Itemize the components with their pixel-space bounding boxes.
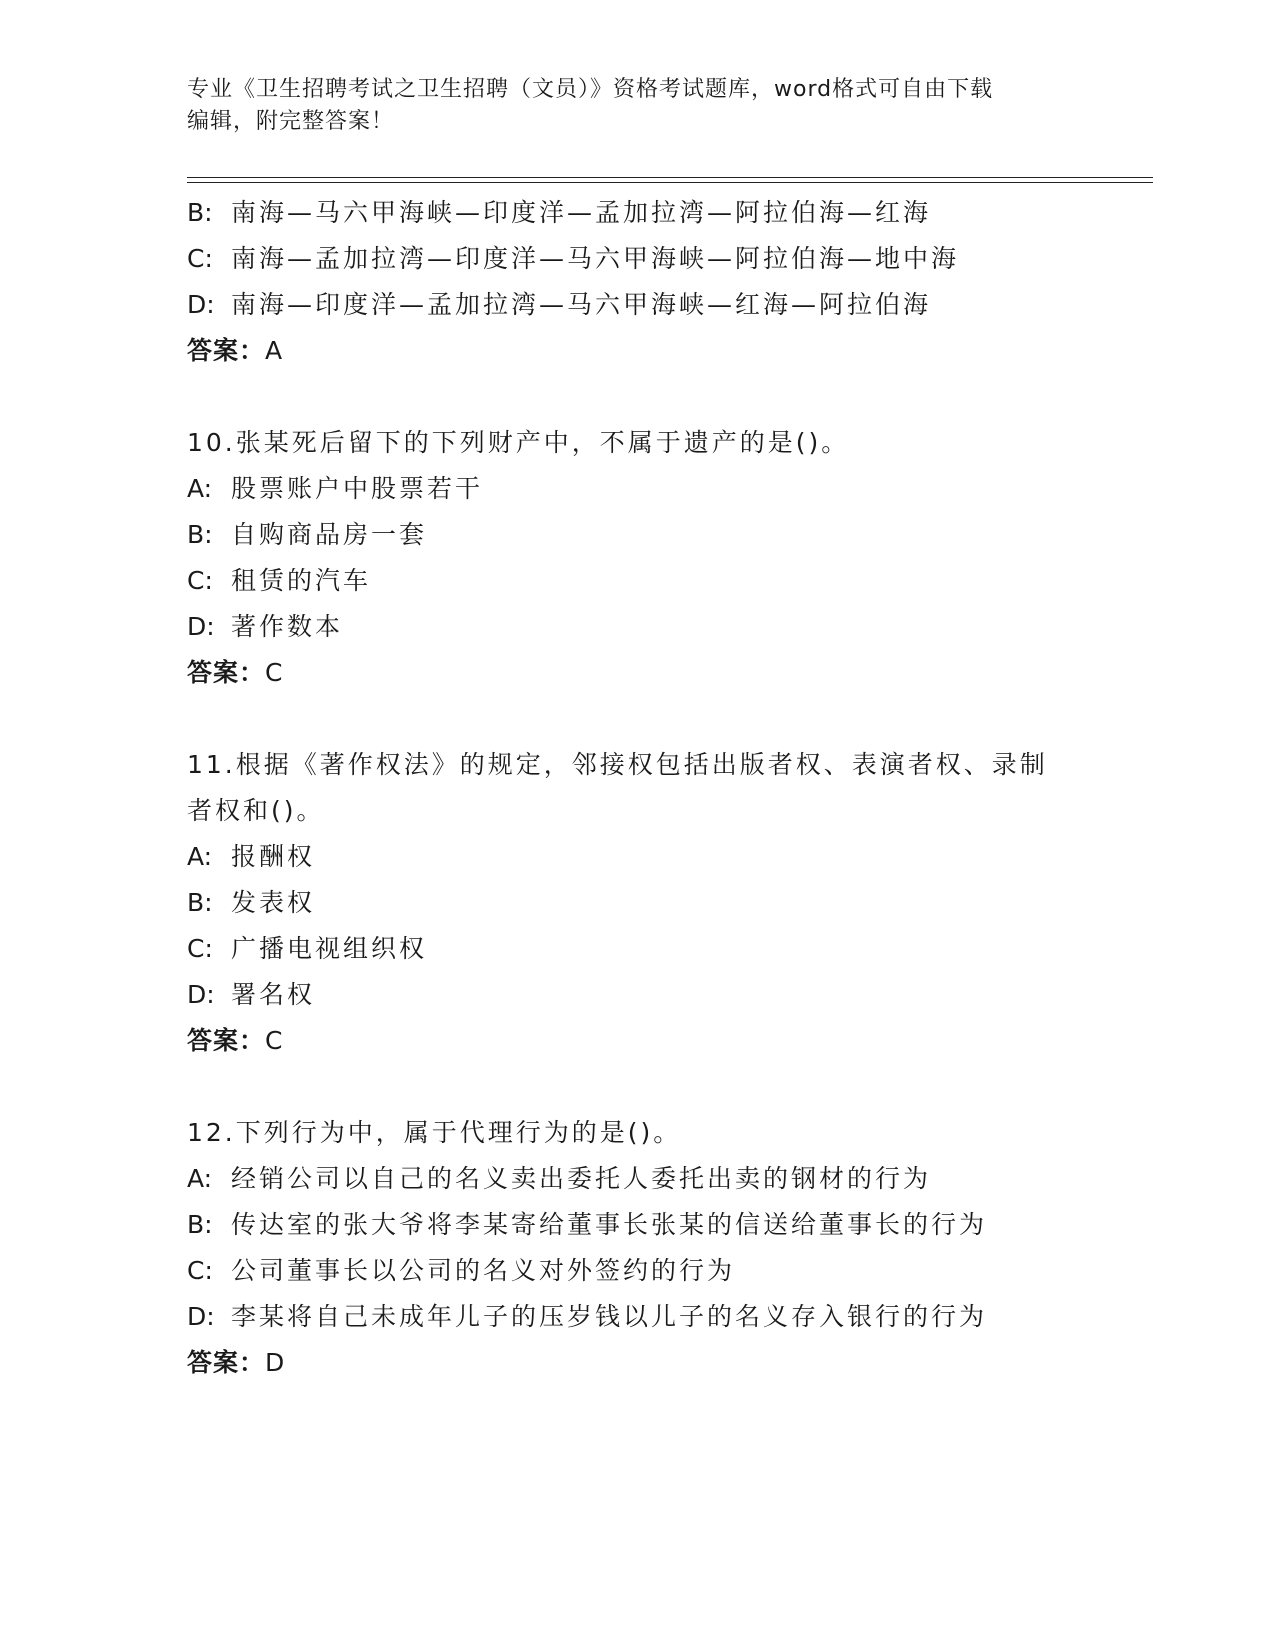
- option-key: A:: [187, 842, 213, 871]
- option-b: [187, 512, 1137, 558]
- option-b: [187, 190, 1137, 236]
- option-text: 发表权: [231, 888, 316, 917]
- header-line-2: 编辑，附完整答案！: [187, 109, 395, 134]
- option-text: 南海—孟加拉湾—印度洋—马六甲海峡—阿拉伯海—地中海: [231, 244, 960, 273]
- option-key: A:: [187, 1164, 213, 1193]
- option-key: D:: [187, 1302, 215, 1331]
- option-key: C:: [187, 566, 213, 595]
- option-a: [187, 466, 1137, 512]
- option-text: 李某将自己未成年儿子的压岁钱以儿子的名义存入银行的行为: [231, 1302, 988, 1331]
- answer-label: 答案：: [187, 1026, 266, 1055]
- header-rule-top: [187, 177, 1153, 178]
- header-line-1: 专业《卫生招聘考试之卫生招聘（文员）》资格考试题库，word格式可自由下载: [187, 77, 994, 102]
- option-text: 著作数本: [231, 612, 344, 641]
- option-text: 南海—印度洋—孟加拉湾—马六甲海峡—红海—阿拉伯海: [231, 290, 932, 319]
- option-d: [187, 282, 1137, 328]
- option-text: 传达室的张大爷将李某寄给董事长张某的信送给董事长的行为: [231, 1210, 988, 1239]
- option-b: [187, 880, 1137, 926]
- option-key: D:: [187, 290, 215, 319]
- option-text: 股票账户中股票若干: [231, 474, 484, 503]
- option-text: 自购商品房一套: [231, 520, 428, 549]
- answer-line: [187, 1340, 1137, 1386]
- question-text-line-1: 11.根据《著作权法》的规定，邻接权包括出版者权、表演者权、录制: [187, 750, 1048, 779]
- answer-value: D: [265, 1348, 286, 1377]
- option-text: 报酬权: [231, 842, 316, 871]
- option-text: 署名权: [231, 980, 316, 1009]
- question-9-continued: [187, 190, 1137, 374]
- answer-label: 答案：: [187, 1348, 266, 1377]
- answer-value: A: [265, 336, 284, 365]
- option-key: B:: [187, 198, 213, 227]
- answer-label: 答案：: [187, 658, 266, 687]
- option-text: 经销公司以自己的名义卖出委托人委托出卖的钢材的行为: [231, 1164, 932, 1193]
- answer-line: [187, 650, 1137, 696]
- option-key: B:: [187, 888, 213, 917]
- question-12: [187, 1110, 1137, 1386]
- option-a: [187, 834, 1137, 880]
- question-10: [187, 420, 1137, 696]
- option-d: [187, 1294, 1137, 1340]
- spacer: [187, 696, 1137, 742]
- answer-line: [187, 328, 1137, 374]
- option-key: C:: [187, 244, 213, 273]
- answer-label: 答案：: [187, 336, 266, 365]
- question-list: [187, 190, 1137, 1386]
- option-text: 广播电视组织权: [231, 934, 428, 963]
- header-rule-bottom: [187, 182, 1153, 183]
- option-key: D:: [187, 612, 215, 641]
- option-key: B:: [187, 1210, 213, 1239]
- option-c: [187, 926, 1137, 972]
- option-key: B:: [187, 520, 213, 549]
- option-text: 租赁的汽车: [231, 566, 372, 595]
- option-text: 公司董事长以公司的名义对外签约的行为: [231, 1256, 736, 1285]
- option-c: [187, 236, 1137, 282]
- answer-value: C: [265, 658, 284, 687]
- document-header: [187, 74, 1087, 138]
- option-b: [187, 1202, 1137, 1248]
- option-d: [187, 972, 1137, 1018]
- answer-value: C: [265, 1026, 284, 1055]
- option-c: [187, 1248, 1137, 1294]
- question-text-line-2: 者权和()。: [187, 796, 325, 825]
- question-11: [187, 742, 1137, 1064]
- option-a: [187, 1156, 1137, 1202]
- spacer: [187, 1064, 1137, 1110]
- spacer: [187, 374, 1137, 420]
- option-key: C:: [187, 934, 213, 963]
- question-text: 10.张某死后留下的下列财产中，不属于遗产的是()。: [187, 428, 850, 457]
- option-c: [187, 558, 1137, 604]
- option-d: [187, 604, 1137, 650]
- option-key: A:: [187, 474, 213, 503]
- option-key: D:: [187, 980, 215, 1009]
- question-text: 12.下列行为中，属于代理行为的是()。: [187, 1118, 682, 1147]
- option-text: 南海—马六甲海峡—印度洋—孟加拉湾—阿拉伯海—红海: [231, 198, 932, 227]
- answer-line: [187, 1018, 1137, 1064]
- option-key: C:: [187, 1256, 213, 1285]
